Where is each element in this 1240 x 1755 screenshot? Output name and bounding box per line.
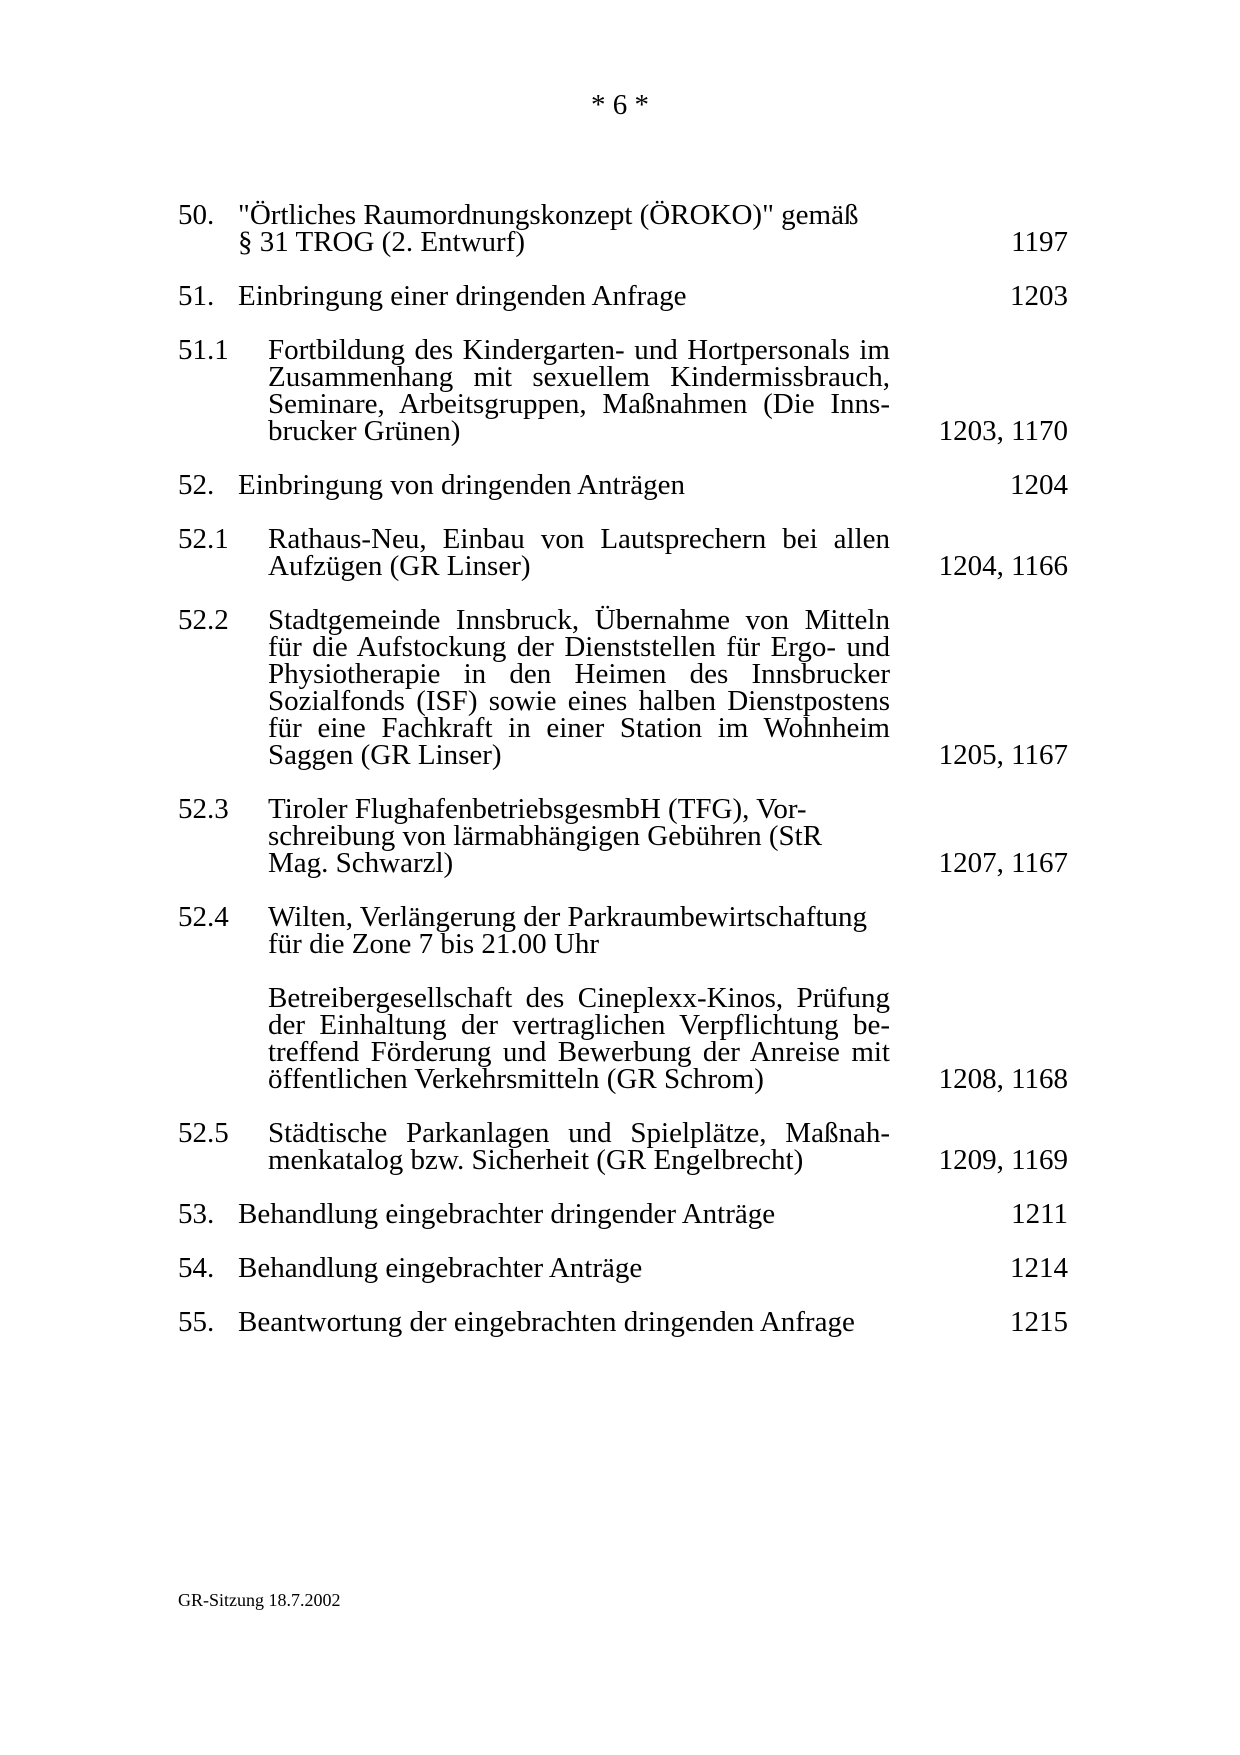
toc-entry-title: Behandlung eingebrachter Anträge	[238, 1252, 643, 1284]
toc-entry-pages: 1203	[1010, 280, 1068, 312]
table-of-contents	[178, 199, 1068, 1363]
toc-entry-pages: 1211	[1011, 1198, 1068, 1230]
toc-entry-54	[178, 1252, 1068, 1284]
toc-entry-number: 50.	[178, 199, 215, 231]
toc-entry-pages: 1214	[1010, 1252, 1068, 1284]
page-footer: GR-Sitzung 18.7.2002	[178, 1590, 341, 1610]
toc-entry-title: Beantwortung der eingebrachten dringenden Anfrage	[238, 1306, 855, 1338]
toc-entry-53	[178, 1198, 1068, 1230]
toc-entry-number: 52.5	[178, 1117, 229, 1149]
page-number: * 6 *	[591, 89, 649, 121]
toc-entry-52-4	[178, 901, 1068, 960]
toc-entry-title: Betreibergesellschaft des Cineplexx-Kinos, Prüfung der Einhaltung der vertraglichen Verpflichtung be- treffend Förderung und Bewerbung der Anreise mit öffentlichen Verkehrsmitteln (GR Schrom)	[268, 982, 890, 1095]
toc-entry-pages: 1215	[1010, 1306, 1068, 1338]
toc-entry-52	[178, 469, 1068, 501]
toc-entry-52-2	[178, 604, 1068, 771]
toc-entry-title: Stadtgemeinde Innsbruck, Übernahme von Mitteln für die Aufstockung der Dienststellen für Ergo- und Physiotherapie in den Heimen des Innsbrucker Sozialfonds (ISF) sowie eines halben Dienstpostens für eine Fachkraft in einer Station im Wohnheim Saggen (GR Linser)	[268, 604, 890, 771]
toc-entry-number: 55.	[178, 1306, 215, 1338]
toc-entry-52-3	[178, 793, 1068, 879]
toc-entry-55	[178, 1306, 1068, 1338]
toc-entry-pages: 1209, 1169	[938, 1144, 1068, 1176]
toc-entry-number: 52.	[178, 469, 215, 501]
toc-entry-title: Fortbildung des Kindergarten- und Hortpersonals im Zusammenhang mit sexuellem Kindermissbrauch, Seminare, Arbeitsgruppen, Maßnahmen (Die Inns- brucker Grünen)	[268, 334, 890, 447]
toc-entry-50	[178, 199, 1068, 258]
toc-entry-number: 52.2	[178, 604, 229, 636]
toc-entry-title: Rathaus-Neu, Einbau von Lautsprechern bei allen Aufzügen (GR Linser)	[268, 523, 890, 582]
toc-entry-number: 52.4	[178, 901, 229, 933]
toc-entry-pages: 1207, 1167	[938, 847, 1068, 879]
toc-entry-51	[178, 280, 1068, 312]
toc-entry-pages: 1208, 1168	[938, 1063, 1068, 1095]
toc-entry-pages: 1197	[1011, 226, 1068, 258]
toc-entry-title: Tiroler FlughafenbetriebsgesmbH (TFG), Vor- schreibung von lärmabhängigen Gebühren (StR Mag. Schwarzl)	[268, 793, 823, 879]
toc-entry-51-1	[178, 334, 1068, 447]
toc-entry-pages: 1203, 1170	[938, 415, 1068, 447]
toc-entry-title: Behandlung eingebrachter dringender Anträge	[238, 1198, 776, 1230]
toc-entry-title: Einbringung von dringenden Anträgen	[238, 469, 685, 501]
toc-entry-number: 52.1	[178, 523, 229, 555]
toc-entry-title: Einbringung einer dringenden Anfrage	[238, 280, 687, 312]
toc-entry-52-1	[178, 523, 1068, 582]
toc-entry-number: 53.	[178, 1198, 215, 1230]
toc-entry-number: 54.	[178, 1252, 215, 1284]
toc-entry-pages: 1204, 1166	[938, 550, 1068, 582]
toc-entry-pages: 1204	[1010, 469, 1068, 501]
toc-entry-52-4-continued	[178, 982, 1068, 1095]
toc-entry-title: Städtische Parkanlagen und Spielplätze, Maßnah- menkatalog bzw. Sicherheit (GR Engelbrecht)	[268, 1117, 890, 1176]
toc-entry-pages: 1205, 1167	[938, 739, 1068, 771]
toc-entry-title: Wilten, Verlängerung der Parkraumbewirtschaftung für die Zone 7 bis 21.00 Uhr	[268, 901, 868, 960]
toc-entry-number: 51.1	[178, 334, 229, 366]
toc-entry-title: "Örtliches Raumordnungskonzept (ÖROKO)" gemäß § 31 TROG (2. Entwurf)	[238, 199, 859, 258]
toc-entry-number: 52.3	[178, 793, 229, 825]
toc-entry-number: 51.	[178, 280, 215, 312]
toc-entry-52-5	[178, 1117, 1068, 1176]
